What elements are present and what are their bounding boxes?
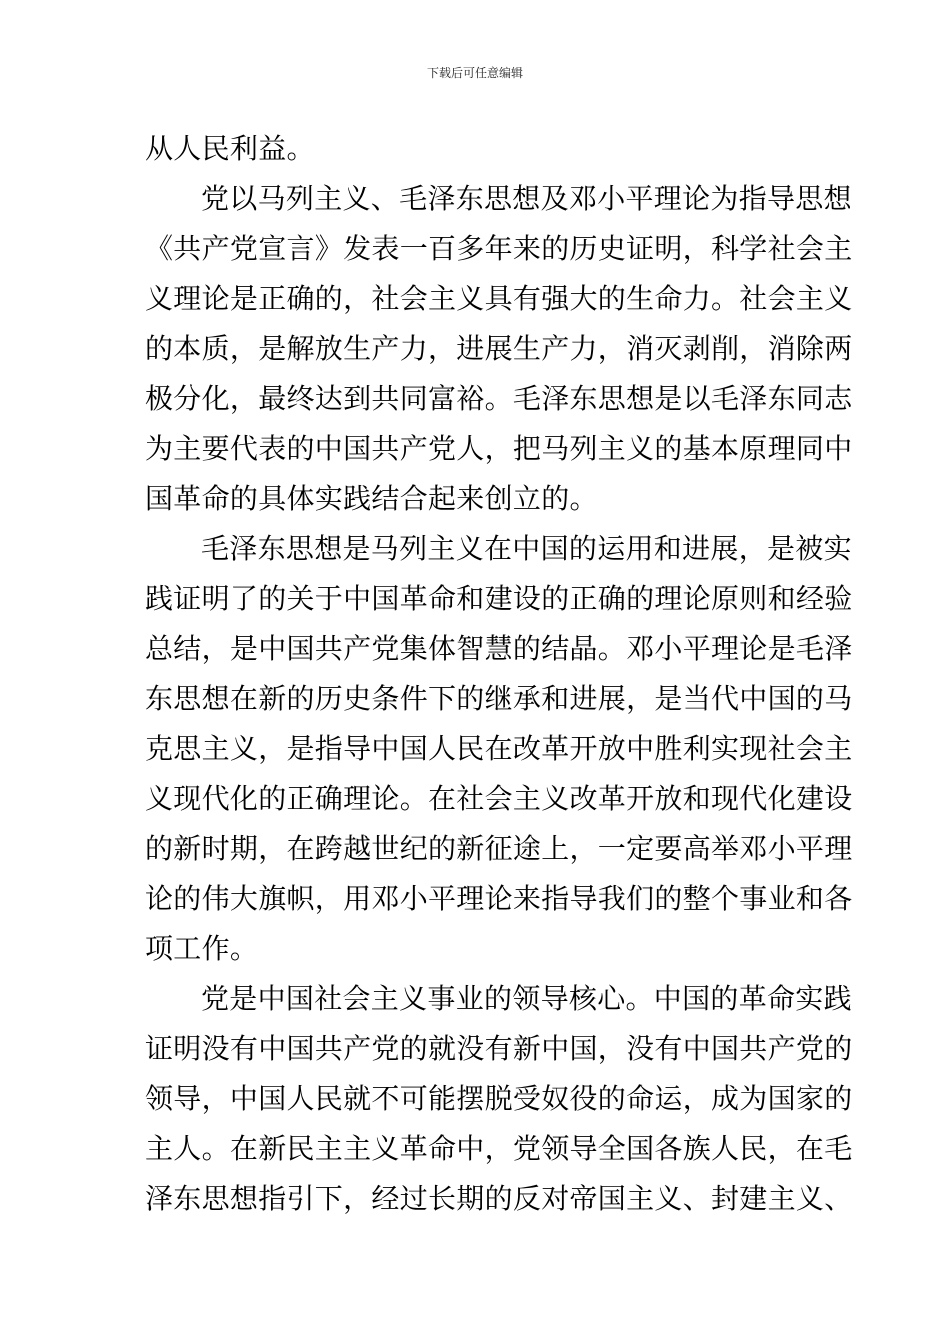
paragraph-3 [145, 524, 853, 974]
text-line: 证明没有中国共产党的就没有新中国，没有中国共产党的 [145, 1032, 853, 1065]
text-line: 总结，是中国共产党集体智慧的结晶。邓小平理论是毛泽 [145, 632, 853, 665]
text-line: 党以马列主义、毛泽东思想及邓小平理论为指导思想 [201, 182, 852, 215]
text-line: 《共产党宣言》发表一百多年来的历史证明，科学社会主 [145, 232, 853, 265]
text-line: 领导，中国人民就不可能摆脱受奴役的命运，成为国家的 [145, 1082, 853, 1115]
text-line: 践证明了的关于中国革命和建设的正确的理论原则和经验 [145, 582, 853, 615]
text-line: 的本质，是解放生产力，进展生产力，消灭剥削，消除两 [145, 332, 853, 365]
text-line: 从人民利益。 [145, 132, 315, 165]
text-line: 主人。在新民主主义革命中，党领导全国各族人民，在毛 [145, 1132, 853, 1165]
text-line: 论的伟大旗帜，用邓小平理论来指导我们的整个事业和各 [145, 882, 853, 915]
text-line: 毛泽东思想是马列主义在中国的运用和进展，是被实 [201, 532, 852, 565]
paragraph-4 [145, 974, 853, 1224]
text-line: 东思想在新的历史条件下的继承和进展，是当代中国的马 [145, 682, 853, 715]
text-line: 国革命的具体实践结合起来创立的。 [145, 482, 598, 515]
text-line: 泽东思想指引下，经过长期的反对帝国主义、封建主义、 [145, 1182, 853, 1215]
text-line: 党是中国社会主义事业的领导核心。中国的革命实践 [201, 982, 852, 1015]
paragraph-2 [145, 174, 853, 524]
text-line: 为主要代表的中国共产党人，把马列主义的基本原理同中 [145, 432, 853, 465]
header-text: 下载后可任意编辑 [426, 66, 523, 80]
document-body [145, 124, 853, 1224]
text-line: 义现代化的正确理论。在社会主义改革开放和现代化建设 [145, 782, 853, 815]
text-line: 极分化，最终达到共同富裕。毛泽东思想是以毛泽东同志 [145, 382, 853, 415]
text-line: 克思主义，是指导中国人民在改革开放中胜利实现社会主 [145, 732, 853, 765]
text-line: 项工作。 [145, 932, 259, 965]
page-header [0, 65, 950, 81]
paragraph-1 [145, 124, 810, 174]
text-line: 义理论是正确的，社会主义具有强大的生命力。社会主义 [145, 282, 853, 315]
text-line: 的新时期，在跨越世纪的新征途上，一定要高举邓小平理 [145, 832, 853, 865]
